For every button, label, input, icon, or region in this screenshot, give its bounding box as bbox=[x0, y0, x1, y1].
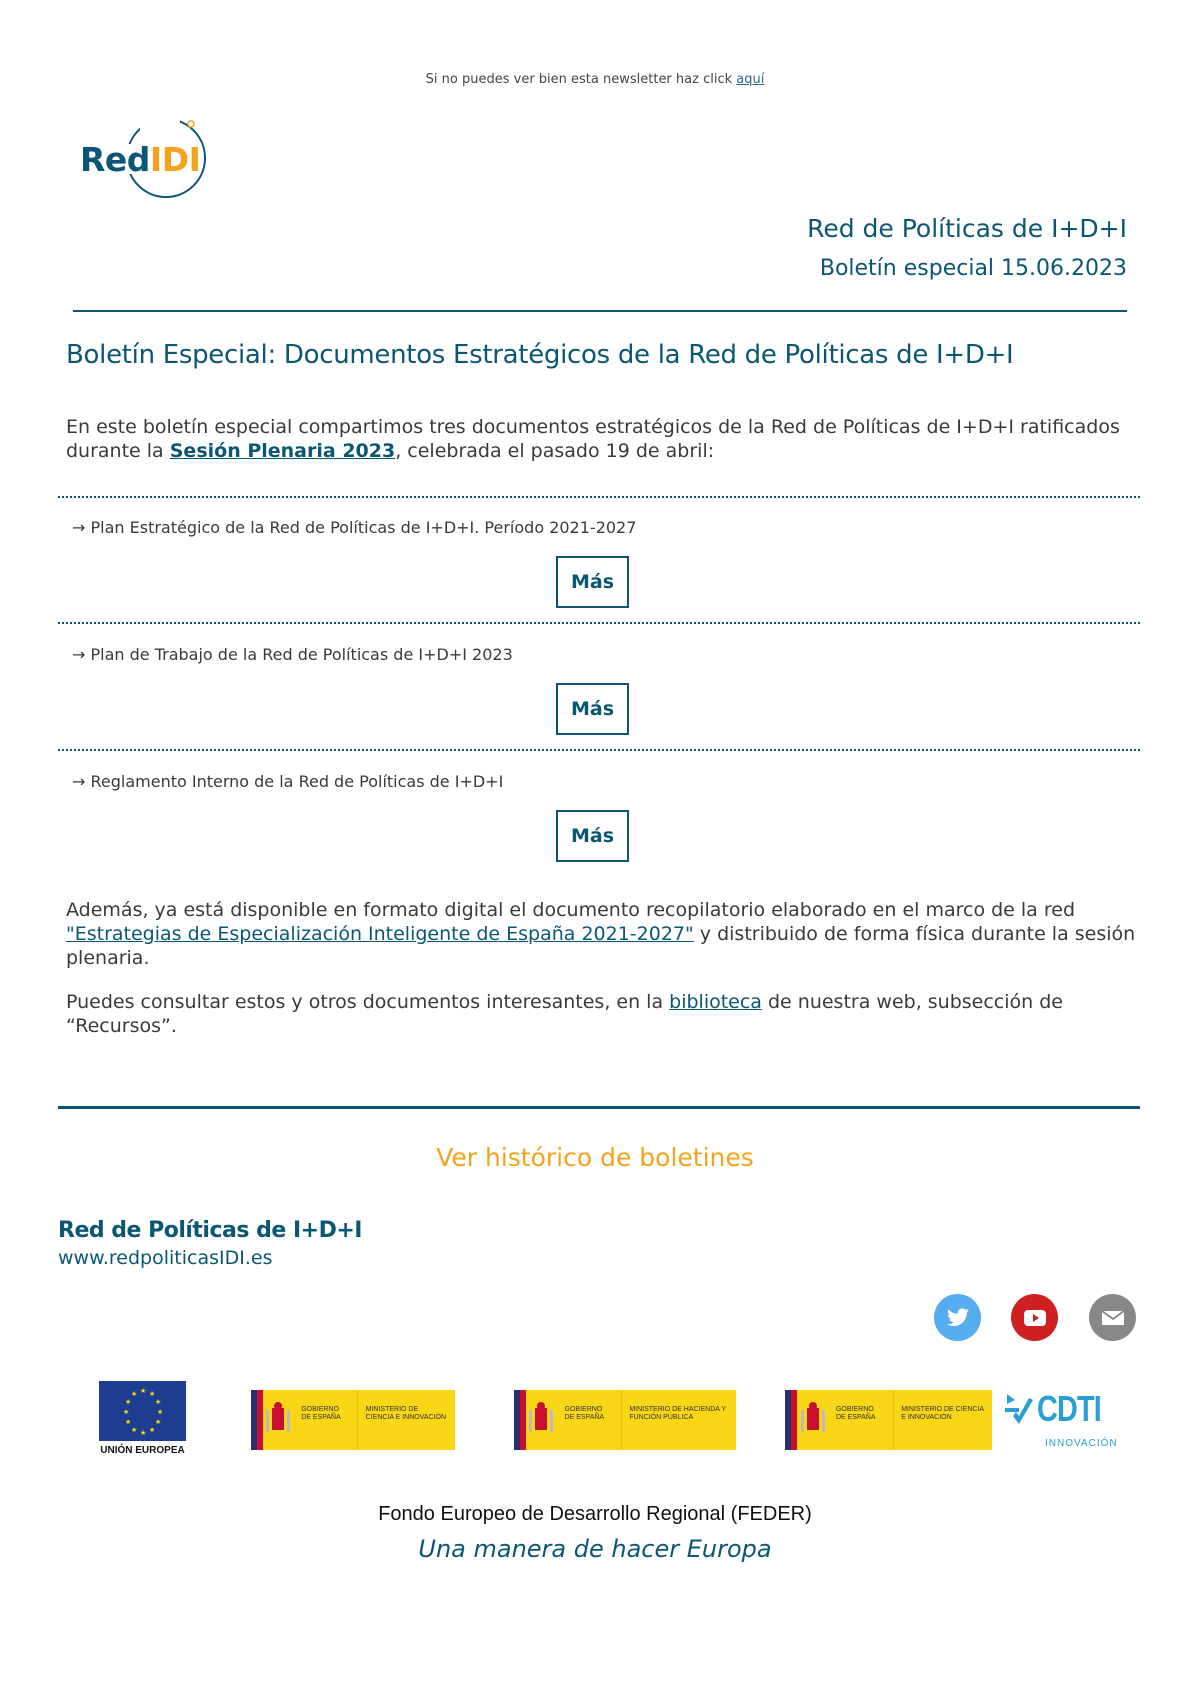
cdti-check-icon bbox=[1005, 1392, 1035, 1432]
header-title: Red de Políticas de I+D+I bbox=[807, 214, 1127, 243]
biblioteca-link[interactable]: biblioteca bbox=[669, 991, 762, 1013]
gov-label: GOBIERNO DE ESPAÑA bbox=[301, 1406, 341, 1421]
coat-of-arms-icon bbox=[263, 1390, 293, 1450]
gov-logo-ciencia-2 bbox=[785, 1390, 992, 1450]
logo-text-red: Red bbox=[80, 140, 150, 179]
intro-text-after: , celebrada el pasado 19 de abril: bbox=[395, 440, 715, 462]
rediDI-logo bbox=[80, 118, 240, 218]
para2-text-after: y distribuido de forma física durante la sesión plenaria. bbox=[66, 923, 1136, 969]
eu-label: UNIÓN EUROPEA bbox=[100, 1445, 185, 1456]
coat-of-arms-icon bbox=[526, 1390, 556, 1450]
svg-text:★: ★ bbox=[123, 1408, 130, 1416]
youtube-icon bbox=[1023, 1309, 1047, 1327]
recopilatorio-paragraph bbox=[66, 898, 1136, 970]
main-heading: Boletín Especial: Documentos Estratégicos de la Red de Políticas de I+D+I bbox=[66, 340, 1014, 370]
svg-text:★: ★ bbox=[140, 1387, 147, 1395]
intro-text-before: En este boletín especial compartimos tres documentos estratégicos de la Red de Políticas de I+D+I ratificados durante la bbox=[66, 416, 1120, 462]
svg-text:★: ★ bbox=[125, 1398, 132, 1406]
document-divider bbox=[58, 749, 1140, 751]
more-button-plan-trabajo[interactable]: Más bbox=[556, 683, 629, 735]
svg-text:★: ★ bbox=[149, 1426, 156, 1434]
header-subtitle: Boletín especial 15.06.2023 bbox=[819, 256, 1127, 281]
history-link[interactable]: Ver histórico de boletines bbox=[436, 1143, 754, 1172]
ministry-label: MINISTERIO DE HACIENDA Y FUNCIÓN PÚBLICA bbox=[629, 1406, 726, 1421]
header-divider bbox=[73, 310, 1127, 312]
feder-tagline: Una manera de hacer Europa bbox=[418, 1535, 772, 1563]
ministry-label: MINISTERIO DE CIENCIA E INNOVACIÓN bbox=[365, 1406, 447, 1421]
svg-text:★: ★ bbox=[155, 1418, 162, 1426]
feder-label: Fondo Europeo de Desarrollo Regional (FEDER) bbox=[378, 1503, 812, 1525]
document-divider bbox=[58, 496, 1140, 498]
email-button[interactable] bbox=[1089, 1294, 1136, 1341]
view-online-notice bbox=[0, 72, 1190, 87]
footer-website-link[interactable]: www.redpoliticasIDI.es bbox=[58, 1247, 273, 1269]
svg-text:★: ★ bbox=[125, 1418, 132, 1426]
plenary-session-link[interactable]: Sesión Plenaria 2023 bbox=[169, 440, 396, 462]
intro-paragraph bbox=[66, 415, 1126, 463]
cdti-logo bbox=[1005, 1388, 1118, 1458]
view-online-text: Si no puedes ver bien esta newsletter haz click bbox=[425, 72, 737, 87]
cdti-sub: INNOVACIÓN bbox=[1045, 1438, 1118, 1449]
twitter-icon bbox=[946, 1308, 970, 1328]
cdti-name: CDTI bbox=[1037, 1388, 1101, 1429]
svg-text:★: ★ bbox=[149, 1390, 156, 1398]
gov-logo-hacienda bbox=[514, 1390, 736, 1450]
svg-text:★: ★ bbox=[140, 1429, 147, 1437]
footer-divider bbox=[58, 1106, 1140, 1109]
document-title: → Plan de Trabajo de la Red de Políticas de I+D+I 2023 bbox=[72, 645, 513, 664]
para3-text-before: Puedes consultar estos y otros documentos interesantes, en la bbox=[66, 991, 670, 1013]
eu-flag-icon bbox=[99, 1381, 186, 1441]
gov-label: GOBIERNO DE ESPAÑA bbox=[564, 1406, 605, 1421]
view-online-link[interactable]: aquí bbox=[736, 72, 765, 87]
estrategias-link[interactable]: "Estrategias de Especialización Inteligente de España 2021-2027" bbox=[66, 923, 694, 945]
more-button-reglamento[interactable]: Más bbox=[556, 810, 629, 862]
footer-org-name: Red de Políticas de I+D+I bbox=[58, 1218, 362, 1243]
para2-text-before: Además, ya está disponible en formato digital el documento recopilatorio elaborado en el marco de la red bbox=[66, 899, 1076, 921]
eu-logo bbox=[99, 1381, 186, 1456]
coat-of-arms-icon bbox=[797, 1390, 828, 1450]
svg-text:★: ★ bbox=[131, 1390, 138, 1398]
document-title: → Reglamento Interno de la Red de Políticas de I+D+I bbox=[72, 772, 504, 791]
para3-text-after: de nuestra web, subsección de “Recursos”. bbox=[66, 991, 1063, 1037]
ministry-label: MINISTERIO DE CIENCIA E INNOVACIÓN bbox=[901, 1406, 984, 1421]
more-button-plan-estrategico[interactable]: Más bbox=[556, 556, 629, 608]
document-divider bbox=[58, 622, 1140, 624]
svg-text:★: ★ bbox=[131, 1426, 138, 1434]
biblioteca-paragraph bbox=[66, 990, 1136, 1038]
svg-text:★: ★ bbox=[155, 1398, 162, 1406]
gov-logo-ciencia bbox=[251, 1390, 455, 1450]
youtube-button[interactable] bbox=[1011, 1294, 1058, 1341]
gov-label: GOBIERNO DE ESPAÑA bbox=[835, 1406, 876, 1421]
logo-text-idi: IDI bbox=[149, 140, 201, 179]
document-title: → Plan Estratégico de la Red de Políticas de I+D+I. Período 2021-2027 bbox=[72, 518, 637, 537]
svg-text:★: ★ bbox=[157, 1408, 164, 1416]
email-icon bbox=[1101, 1309, 1125, 1327]
twitter-button[interactable] bbox=[934, 1294, 981, 1341]
